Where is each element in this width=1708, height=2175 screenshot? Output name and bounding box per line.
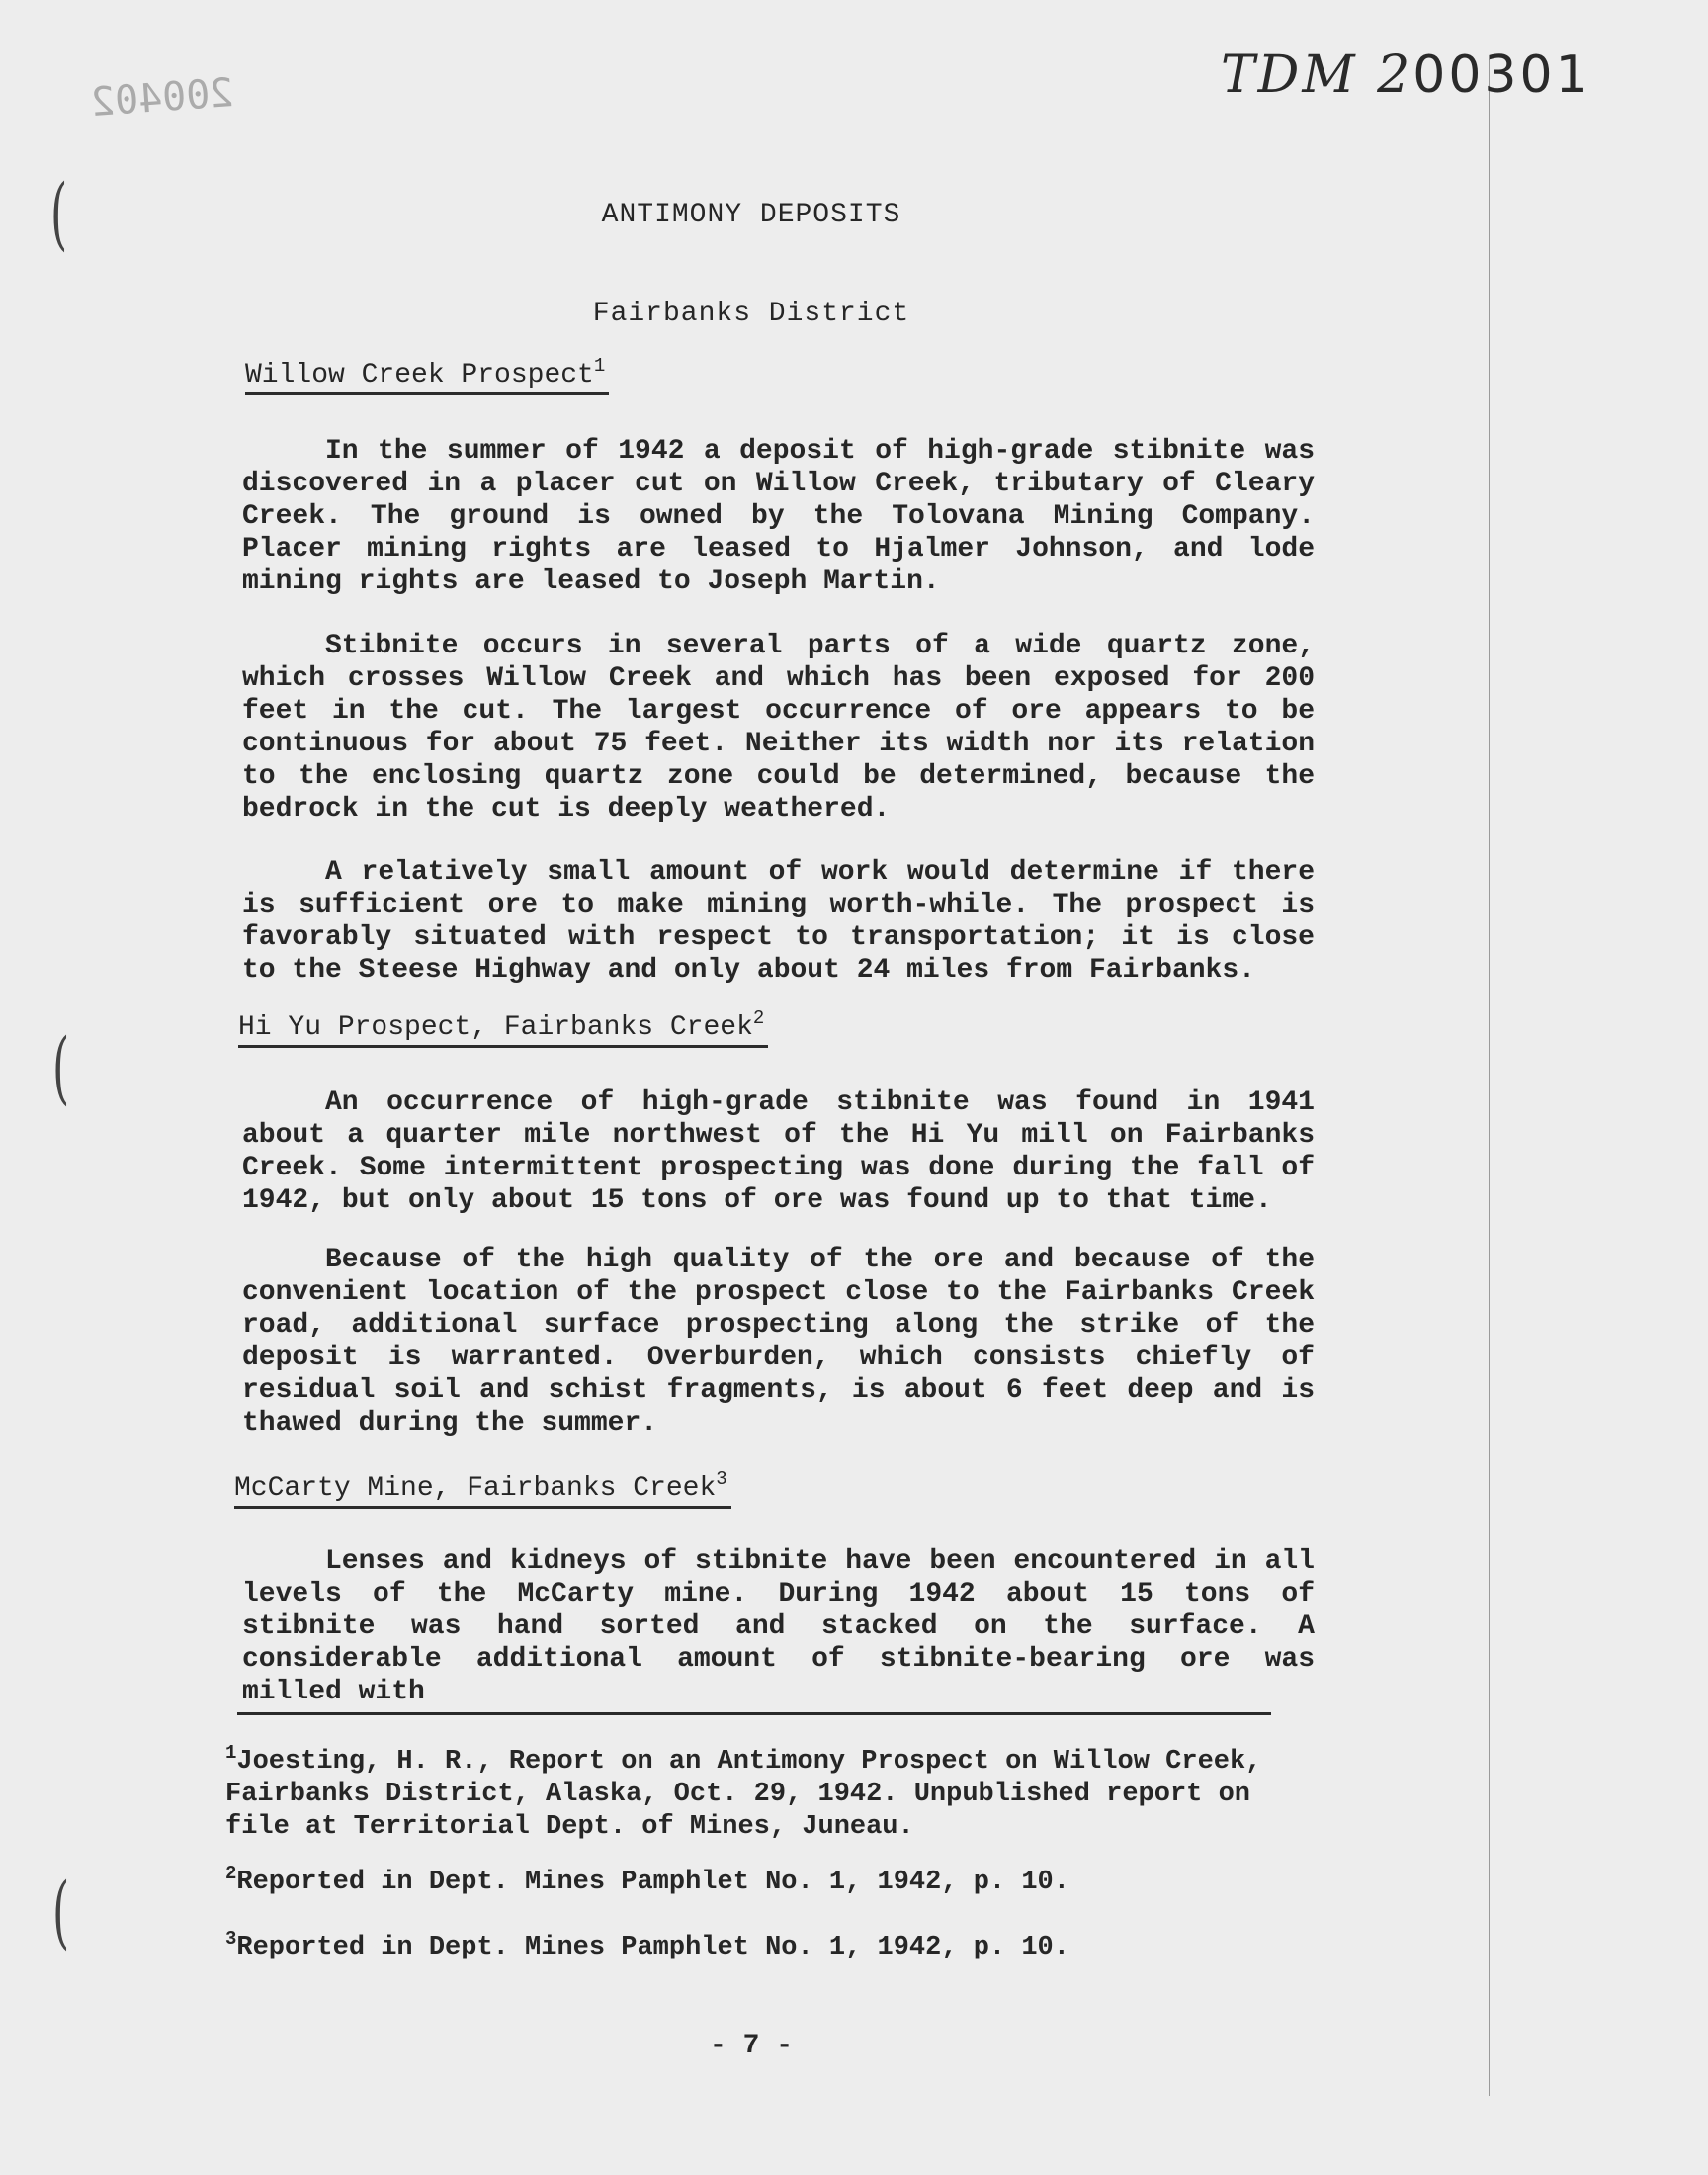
paragraph: In the summer of 1942 a deposit of high-grade stibnite was discovered in a placer cut on Willow Creek, tributary of Cleary Creek. The ground is owned by the Tolovana Mining Company. Placer mining rights are leased to Hjalmer Johnson, and lode mining rights are leased to Joseph Martin. — [242, 436, 1315, 597]
footnote-ref: 1 — [593, 355, 606, 377]
margin-rule — [1489, 59, 1490, 2096]
section-heading: Hi Yu Prospect, Fairbanks Creek$^2$ — [238, 1012, 768, 1048]
document-title: ANTIMONY DEPOSITS — [601, 200, 901, 230]
doc-id-number: 00301 — [1412, 45, 1591, 105]
paragraph: Stibnite occurs in several parts of a wide quartz zone, which crosses Willow Creek and which has been exposed for 200 feet in the cut. The largest occurrence of ore appears to be continuous for about 75 feet. Neither its width nor its relation to the enclosing quartz zone could be determined, because the bedrock in the cut is deeply weathered. — [242, 631, 1315, 825]
paragraph: A relatively small amount of work would determine if there is sufficient ore to make mining worth-while. The prospect is favorably situated with respect to transportation; it is close to the Steese Highway and only about 24 miles from Fairbanks. — [242, 857, 1315, 986]
footnote: $^2$Reported in Dept. Mines Pamphlet No. 1, 1942, p. 10. — [225, 1863, 1069, 1897]
faded-stamp: 200402 — [89, 70, 235, 126]
footnote-ref: 2 — [752, 1007, 765, 1029]
margin-bracket-mark: ( — [50, 167, 68, 259]
section-heading: McCarty Mine, Fairbanks Creek$^3$ — [234, 1473, 731, 1509]
document-subtitle: Fairbanks District — [592, 299, 910, 329]
doc-id-prefix: TDM — [1221, 45, 1358, 105]
doc-id-handwritten-digit: 2 — [1377, 45, 1413, 105]
margin-bracket-mark: ( — [52, 1866, 70, 1958]
paragraph: Lenses and kidneys of stibnite have been encountered in all levels of the McCarty mine. During 1942 about 15 tons of stibnite was hand sorted and stacked on the surface. A considerable additional amount of stibnite-bearing ore was milled with — [242, 1546, 1315, 1707]
footnote-separator — [237, 1712, 1271, 1715]
document-id — [1221, 45, 1591, 105]
footnote: $^1$Joesting, H. R., Report on an Antimony Prospect on Willow Creek, Fairbanks District, Alaska, Oct. 29, 1942. Unpublished report on file at Territorial Dept. of Mines, Juneau. — [225, 1742, 1262, 1842]
section-heading: Willow Creek Prospect$^1$ — [245, 360, 609, 395]
paragraph: Because of the high quality of the ore and because of the convenient location of the prospect close to the Fairbanks Creek road, additional surface prospecting along the strike of the deposit is warranted. Overburden, which consists chiefly of residual soil and schist fragments, is about 6 feet deep and is thawed during the summer. — [242, 1245, 1315, 1438]
page-number: - 7 - — [709, 2031, 793, 2061]
paragraph: An occurrence of high-grade stibnite was found in 1941 about a quarter mile northwest of the Hi Yu mill on Fairbanks Creek. Some intermittent prospecting was done during the fall of 1942, but only about 15 tons of ore was found up to that time. — [242, 1088, 1315, 1216]
margin-bracket-mark: ( — [52, 1021, 70, 1113]
footnote-ref: 3 — [716, 1468, 727, 1490]
footnote: $^3$Reported in Dept. Mines Pamphlet No. 1, 1942, p. 10. — [225, 1928, 1069, 1962]
